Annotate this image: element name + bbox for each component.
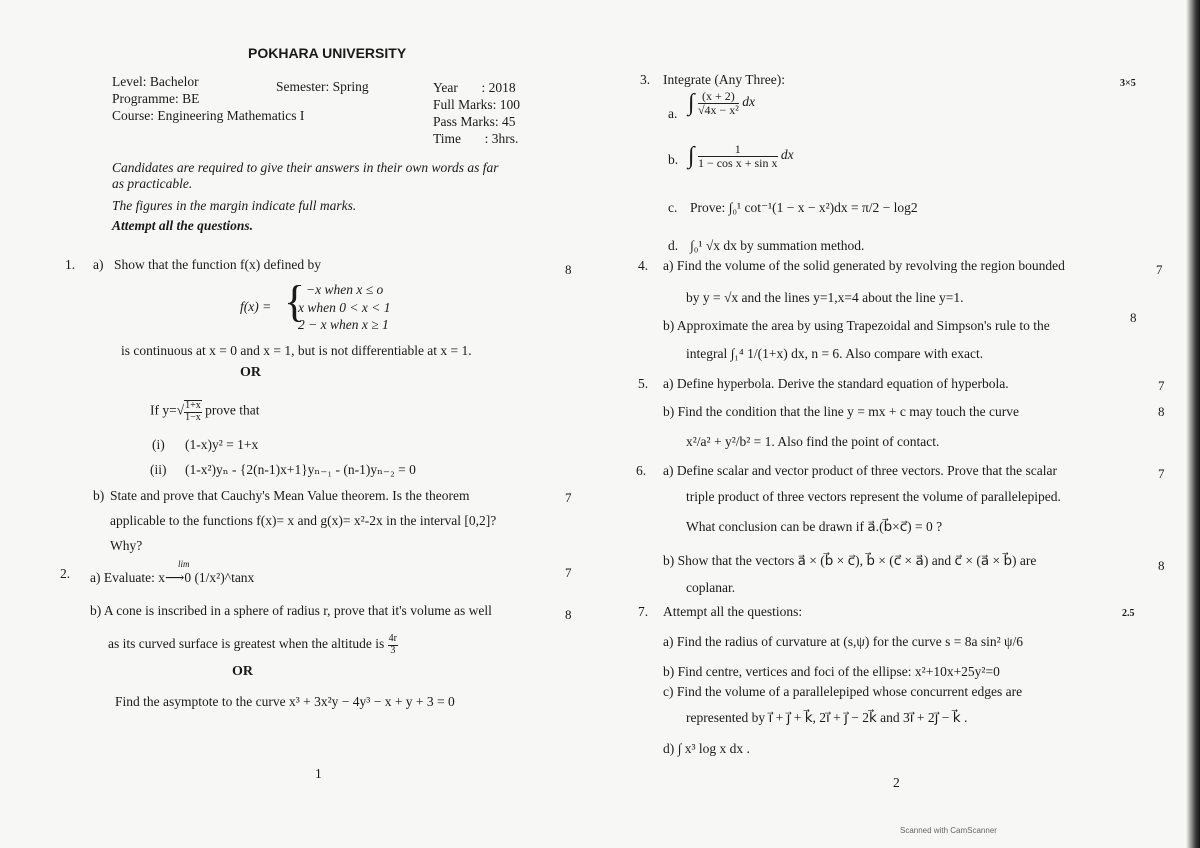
q3d-label: d. [668,238,679,253]
part-i-label: (i) [152,437,165,452]
if-y-numerator: 1+x [185,400,201,411]
if-y-label: If y= [150,402,177,418]
q2b-frac-num: 4r [388,633,398,644]
q3a-label: a. [668,106,678,121]
pass-marks: Pass Marks: 45 [433,114,516,129]
asymptote-question: Find the asymptote to the curve x³ + 3x²y − 4y³ − x + y + 3 = 0 [115,694,455,709]
course: Course: Engineering Mathematics I [112,108,305,123]
q3c-label: c. [668,200,678,215]
year: Year : 2018 [433,80,516,95]
level: Level: Bachelor [112,74,199,89]
q3b-dx: dx [780,147,794,163]
programme: Programme: BE [112,91,200,106]
q5a-line: a) Define hyperbola. Derive the standard equation of hyperbola. [663,376,1009,391]
q3b-label: b. [668,152,679,167]
q7c-line-1: c) Find the volume of a parallelepiped whose concurrent edges are [663,684,1023,699]
q4b-line-2: integral ∫₁⁴ 1/(1+x) dx, n = 6. Also compare with exact. [686,346,984,361]
q2a-lim: lim [178,559,190,569]
q1b-line-3: Why? [110,538,143,553]
q1-number: 1. [65,257,76,272]
q3a-dx: dx [742,94,756,110]
q6a-marks: 7 [1158,466,1165,481]
q6a-line-3: What conclusion can be drawn if a⃗.(b⃗×c⃗) = 0 ? [686,519,943,534]
page-number-1: 1 [315,766,322,781]
q5a-marks: 7 [1158,378,1165,393]
q3a-numerator: (x + 2) [698,90,739,104]
q7b: b) Find centre, vertices and foci of the ellipse: x²+10x+25y²=0 [663,664,1000,679]
part-ii-label: (ii) [150,462,167,477]
q1b-label: b) [93,488,105,503]
instruction-line-1: Candidates are required to give their answers in their own words as far [112,160,499,175]
q7a: a) Find the radius of curvature at (s,ψ) for the curve s = 8a sin² ψ/6 [663,634,1023,649]
q2a-text: a) Evaluate: x⟶0 (1/x²)^tanx [90,570,255,585]
q6b-marks: 8 [1158,558,1165,573]
prove-that: prove that [205,402,260,418]
q4a-marks: 7 [1156,262,1163,277]
q2b-fraction [388,634,398,656]
q4a-line-2: by y = √x and the lines y=1,x=4 about the line y=1. [686,290,964,305]
q6b-line-2: coplanar. [686,580,736,595]
q3b-numerator: 1 [698,143,778,157]
q2b-line-1: b) A cone is inscribed in a sphere of radius r, prove that it's volume as well [90,603,492,618]
q3b-integral: ∫ $\frac{1}{\text{1 − cos x + sin x}}$ dx [688,142,794,170]
q1a-case-2: x when 0 < x < 1 [298,300,391,315]
q4a-line-1: a) Find the volume of the solid generated by revolving the region bounded [663,258,1065,273]
q3-number: 3. [640,72,651,87]
q3a-denominator: √4x − x² [697,102,739,117]
q2-number: 2. [60,566,71,581]
q1b-marks: 7 [565,490,572,505]
q3b-fraction [698,143,778,169]
q3-marks: 3×5 [1120,78,1136,89]
q3-title: Integrate (Any Three): [663,72,785,87]
q3a-fraction [698,90,739,116]
q1b-line-1: State and prove that Cauchy's Mean Value theorem. Is the theorem [110,488,470,503]
q3b-denominator: 1 − cos x + sin x [697,155,778,170]
q3c-text: Prove: ∫₀¹ cot⁻¹(1 − x − x²)dx = π/2 − log2 [690,200,918,215]
if-y-denominator: 1−x [185,411,201,423]
q1a-fx: f(x) = [240,299,272,314]
part-ii-text: (1-x²)yₙ - {2(n-1)x+1}yₙ₋₁ - (n-1)yₙ₋₂ = 0 [185,462,416,477]
q4-number: 4. [638,258,649,273]
q1a-case-1: −x when x ≤ o [306,282,384,297]
q1a-text: Show that the function f(x) defined by [114,257,321,272]
scanner-footer: Scanned with CamScanner [900,826,997,835]
q7d: d) ∫ x³ log x dx . [663,741,750,756]
q2b-line-2-wrap [108,634,398,656]
q2b-marks: 8 [565,607,572,622]
q2b-frac-den: 3 [390,644,396,656]
or-1: OR [240,365,261,380]
instruction-line-3: The figures in the margin indicate full marks. [112,198,357,213]
q5b-marks: 8 [1158,404,1165,419]
full-marks: Full Marks: 100 [433,97,521,112]
if-y-fraction [184,400,202,423]
instruction-line-4: Attempt all the questions. [112,218,254,233]
q5b-line-1: b) Find the condition that the line y = mx + c may touch the curve [663,404,1020,419]
if-y-expression: If y=√ $\frac{1+x}{1-x}$ prove that [150,400,260,423]
q1b-line-2: applicable to the functions f(x)= x and g(x)= x²-2x in the interval [0,2]? [110,513,497,528]
q2a-marks: 7 [565,565,572,580]
q7c-line-2: represented by i⃗ + j⃗ + k⃗, 2i⃗ + j⃗ − 2k⃗ and 3i⃗ + 2j⃗ − k⃗ . [686,710,968,725]
q4b-line-1: b) Approximate the area by using Trapezoidal and Simpson's rule to the [663,318,1050,333]
page-number-2: 2 [893,775,900,790]
q6a-line-1: a) Define scalar and vector product of three vectors. Prove that the scalar [663,463,1057,478]
or-2: OR [232,664,253,679]
q3d-text: ∫₀¹ √x dx by summation method. [690,238,865,253]
scan-edge-shadow [1186,0,1200,848]
q7-marks: 2.5 [1122,608,1135,619]
instruction-line-2: as practicable. [112,176,193,191]
q1a-continuity: is continuous at x = 0 and x = 1, but is not differentiable at x = 1. [121,343,472,358]
q1a-case-3: 2 − x when x ≥ 1 [298,317,389,332]
piecewise-brace: { [284,277,306,326]
q6-number: 6. [636,463,647,478]
q3a-integral: ∫ $\frac{(x + 2)}{\text{√4x − x²}}$ dx [688,89,756,117]
q4b-marks: 8 [1130,310,1137,325]
university-title: POKHARA UNIVERSITY [248,45,407,61]
q7-title: Attempt all the questions: [663,604,803,619]
q2b-line-2: as its curved surface is greatest when the altitude is [108,636,385,652]
semester: Semester: Spring [276,79,369,94]
part-i-text: (1-x)y² = 1+x [185,437,259,452]
q5-number: 5. [638,376,649,391]
q6b-line-1: b) Show that the vectors a⃗ × (b⃗ × c⃗), b⃗ × (c⃗ × a⃗) and c⃗ × (a⃗ × b⃗) are [663,553,1037,568]
q5b-line-2: x²/a² + y²/b² = 1. Also find the point of contact. [686,434,940,449]
q6a-line-2: triple product of three vectors represent the volume of parallelepiped. [686,489,1061,504]
q1a-label: a) [93,257,104,272]
q1a-marks: 8 [565,262,572,277]
time: Time : 3hrs. [433,131,519,146]
q7-number: 7. [638,604,649,619]
